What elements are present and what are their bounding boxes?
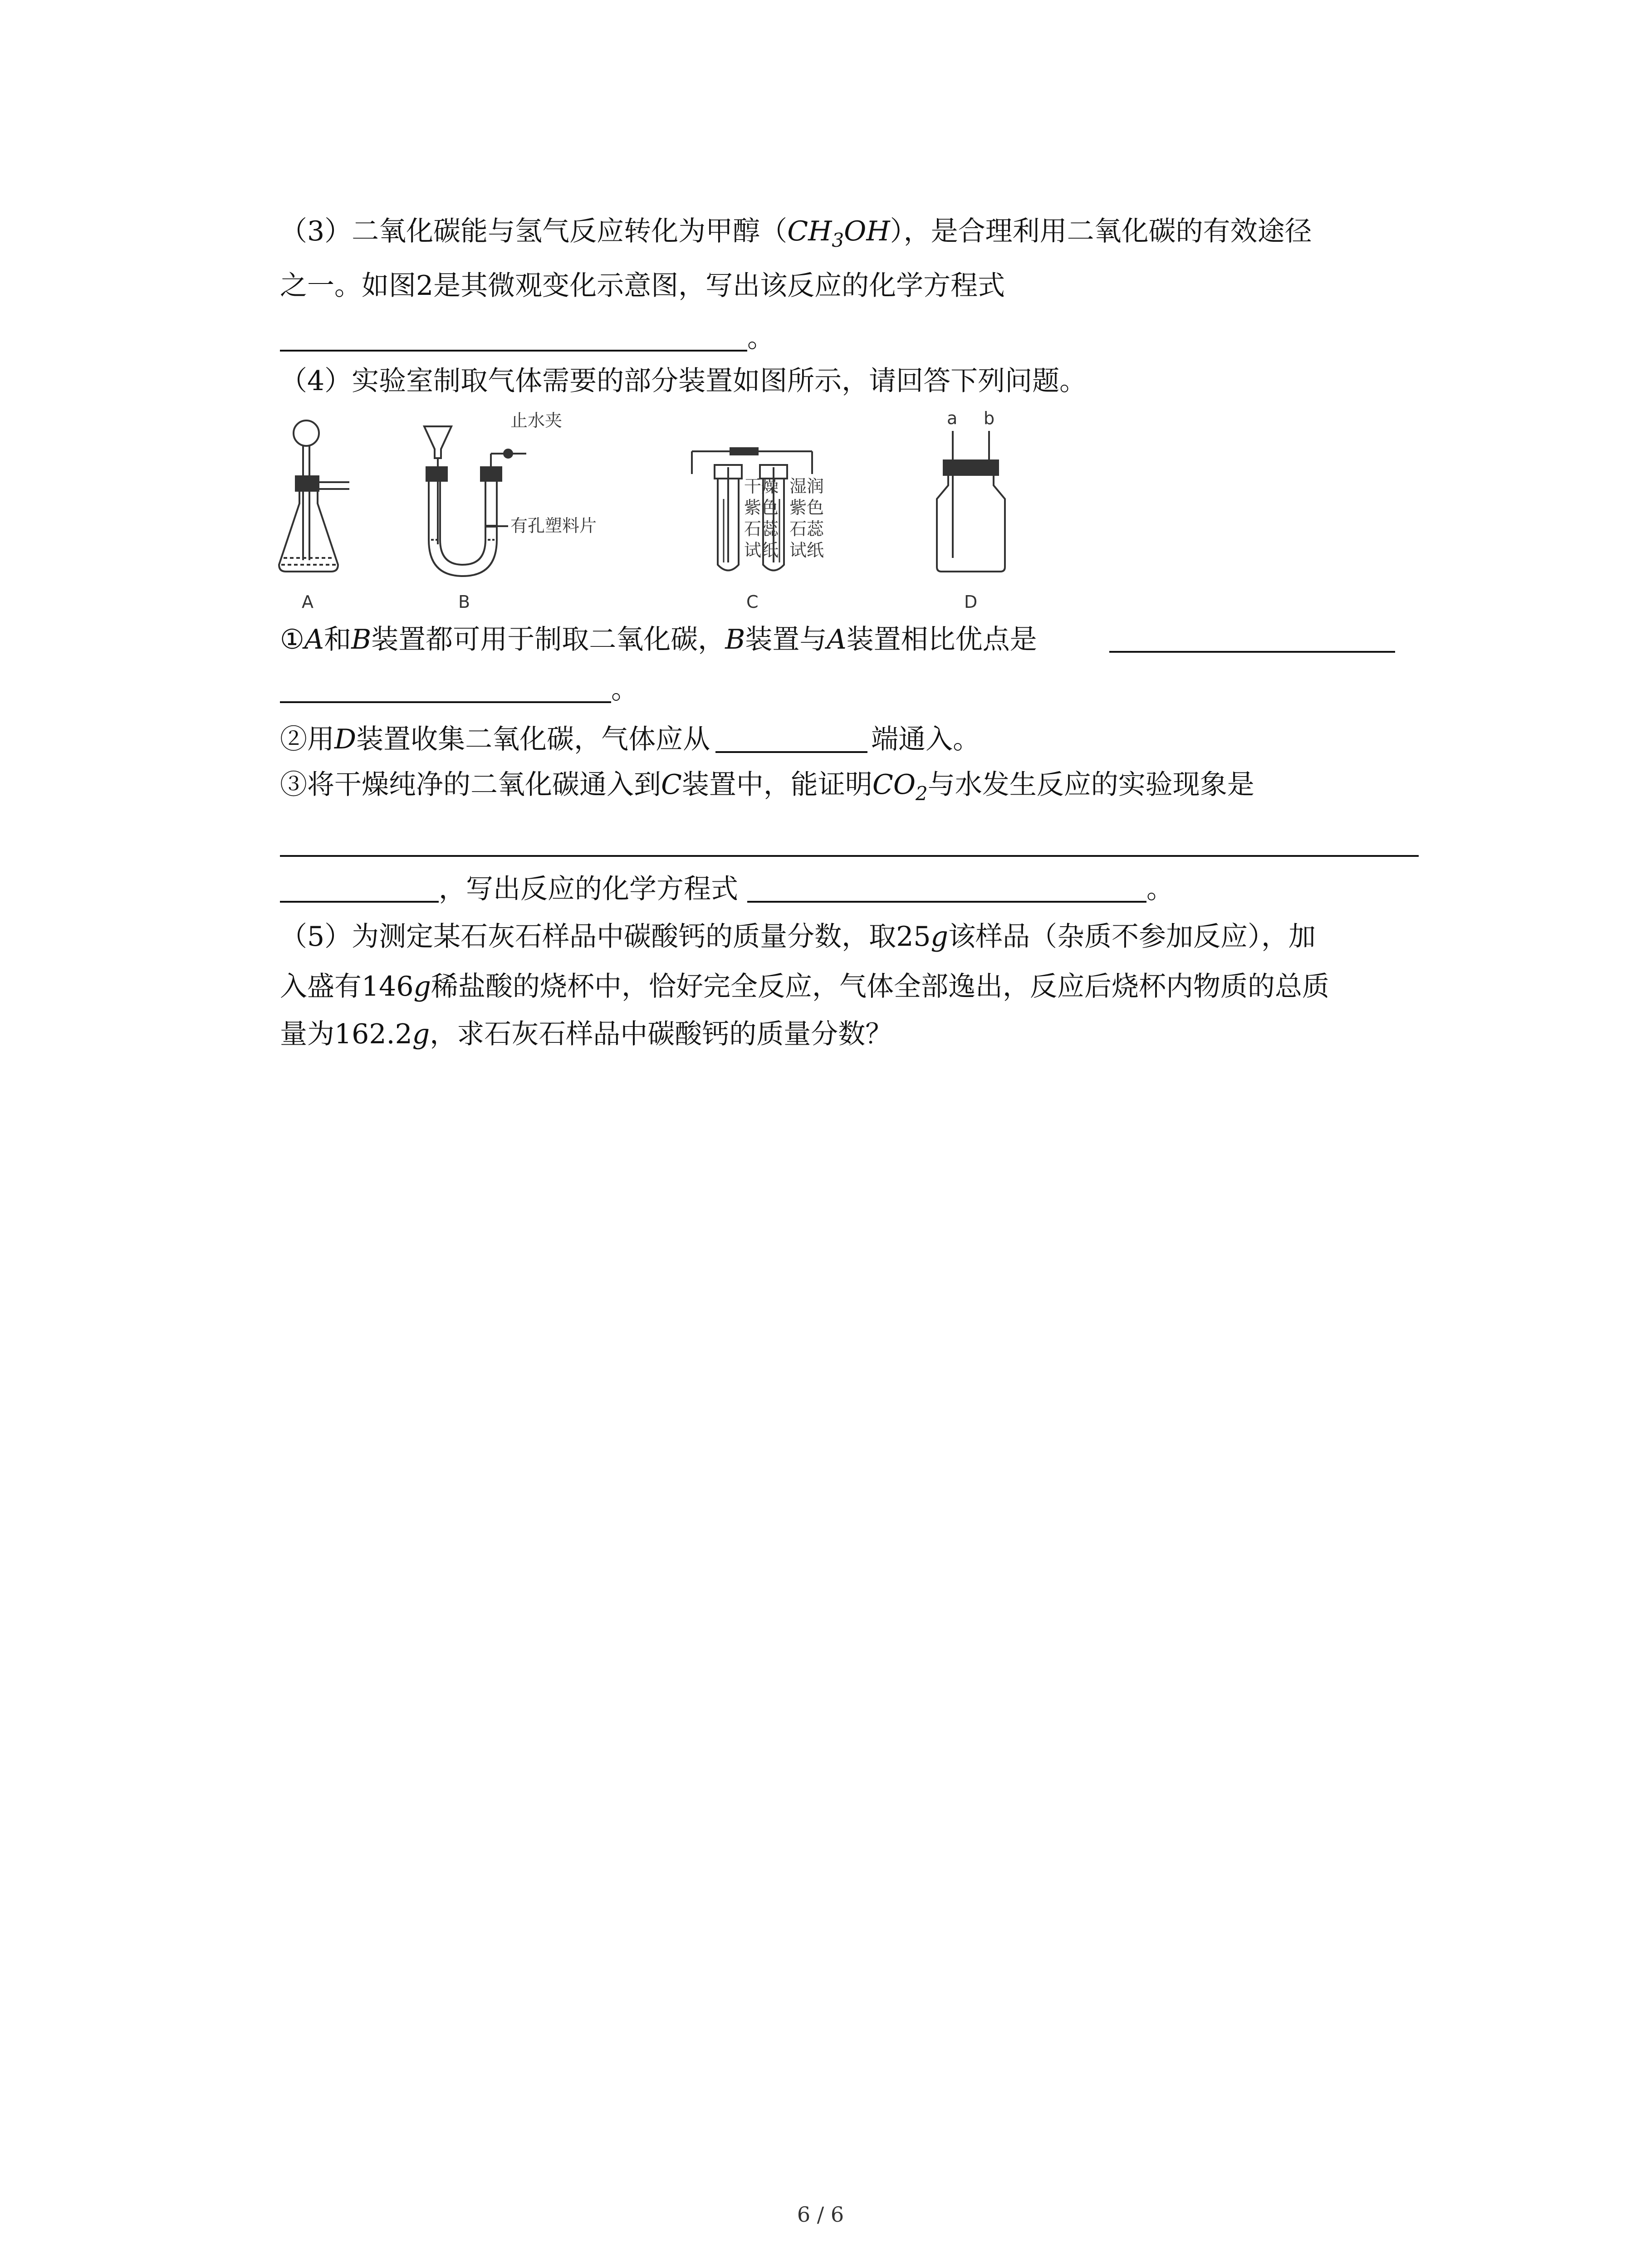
label-dry-1: 干燥 xyxy=(744,476,779,496)
q3-line1: （3）二氧化碳能与氢气反应转化为甲醇$(CH_3OH)$，是合理利用二氧化碳的有效途径 xyxy=(280,215,1312,251)
q3-line2: 之一。如图2是其微观变化示意图，写出该反应的化学方程式 xyxy=(280,270,1005,302)
answer-blank-sub3-b[interactable] xyxy=(280,872,439,903)
answer-blank-sub3-c[interactable] xyxy=(747,872,1146,903)
label-plate: 有孔塑料片 xyxy=(510,516,597,536)
label-wet-3: 石蕊 xyxy=(789,519,824,539)
label-dry-3: 石蕊 xyxy=(744,519,779,539)
label-port-a: a xyxy=(947,408,958,428)
apparatus-b xyxy=(424,426,526,576)
q3-line3: 。 xyxy=(280,320,774,356)
q5-line1: （5）为测定某石灰石样品中碳酸钙的质量分数，取25g该样品（杂质不参加反应），加 xyxy=(280,921,1316,953)
label-b: B xyxy=(458,592,470,612)
answer-blank-sub1-a[interactable] xyxy=(1109,651,1395,653)
q4-intro: （4）实验室制取气体需要的部分装置如图所示，请回答下列问题。 xyxy=(280,365,1087,397)
label-wet-2: 紫色 xyxy=(789,498,824,518)
answer-blank-sub1-b[interactable] xyxy=(280,672,611,703)
q4-sub3: ③将干燥纯净的二氧化碳通入到C装置中，能证明$CO_2$与水发生反应的实验现象是 xyxy=(280,769,1254,805)
apparatus-d xyxy=(937,431,1005,572)
label-dry-4: 试纸 xyxy=(744,540,779,560)
apparatus-figure xyxy=(272,408,995,612)
page-number: 6 / 6 xyxy=(797,2202,844,2227)
q4-sub3-cont: ，写出反应的化学方程式 。 xyxy=(280,871,1174,907)
label-dry-2: 紫色 xyxy=(744,498,779,518)
q5-line3: 量为162.2g，求石灰石样品中碳酸钙的质量分数？ xyxy=(280,1018,893,1050)
label-d: D xyxy=(964,592,978,612)
apparatus-a xyxy=(279,420,349,572)
answer-blank[interactable] xyxy=(280,321,747,352)
answer-blank-sub2[interactable] xyxy=(715,722,867,753)
answer-blank-sub3-a[interactable] xyxy=(280,855,1419,857)
q4-sub1: ①A和B装置都可用于制取二氧化碳，B装置与A装置相比优点是 xyxy=(280,624,1037,655)
label-a: A xyxy=(302,592,314,612)
label-wet-4: 试纸 xyxy=(789,540,824,560)
label-wet-1: 湿润 xyxy=(789,476,824,496)
q4-sub2: ②用D装置收集二氧化碳，气体应从 端通入。 xyxy=(280,721,980,758)
q5-line2: 入盛有146g稀盐酸的烧杯中，恰好完全反应，气体全部逸出，反应后烧杯内物质的总质 xyxy=(280,971,1329,1002)
label-c: C xyxy=(746,592,759,612)
label-port-b: b xyxy=(984,408,995,428)
q4-sub1-cont: 。 xyxy=(280,671,638,708)
label-clamp: 止水夹 xyxy=(510,411,563,430)
